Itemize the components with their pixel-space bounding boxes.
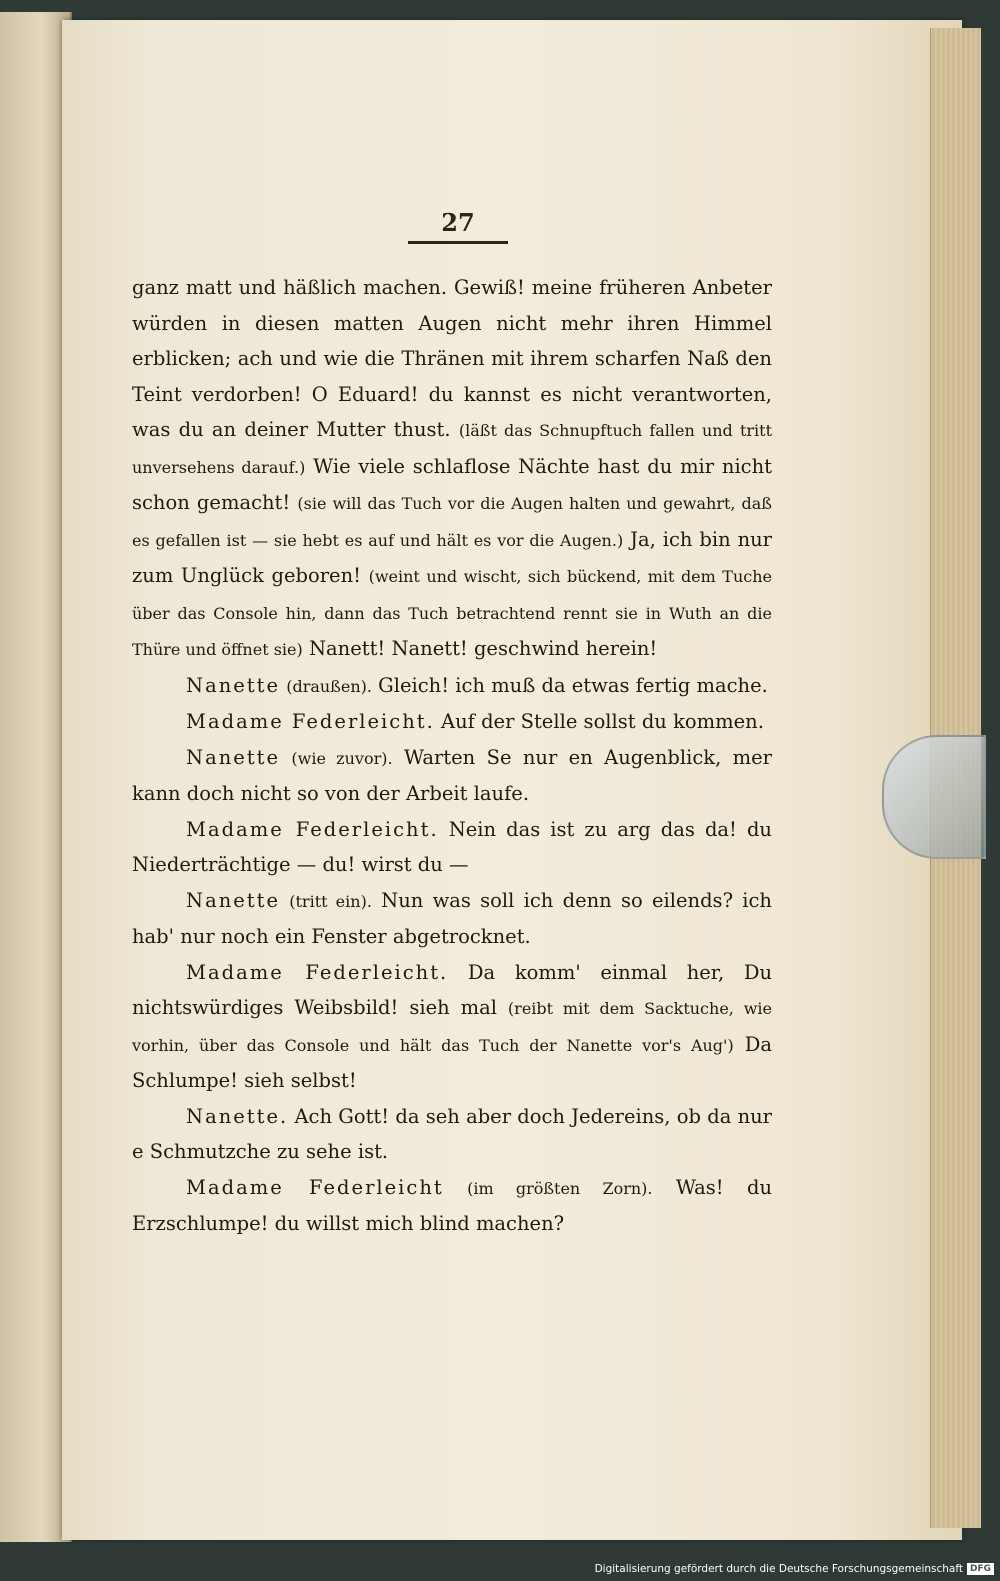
speaker-name: Madame Federleicht. — [186, 710, 435, 733]
dialogue-text: Wie viele schlaflose Nächte hast du mir nicht schon gemacht! — [132, 454, 773, 514]
stage-direction: (läßt das Schnupftuch fallen und tritt unversehens darauf.) — [132, 421, 773, 477]
paragraph — [132, 883, 772, 955]
stage-direction: (wie zuvor). — [291, 748, 393, 768]
stage-direction: (tritt ein). — [289, 891, 372, 911]
stage-direction: (weint und wischt, sich bückend, mit dem Tuche über das Console hin, dann das Tuch betrachtend rennt sie in Wuth an die Thüre und öffnet sie) — [132, 567, 772, 659]
paragraph — [132, 955, 772, 1099]
paragraph — [132, 668, 772, 705]
page-text — [132, 270, 772, 1242]
speaker-name: Madame Federleicht — [186, 1175, 444, 1199]
paragraph — [132, 270, 772, 668]
page-number-rule — [408, 241, 508, 244]
speaker-name: Madame Federleicht. — [186, 817, 439, 841]
dialogue-text: Nein das ist zu arg das da! du Niederträchtige — du! wirst du — — [132, 817, 772, 876]
paragraph — [132, 1170, 772, 1242]
page-number: 27 — [441, 208, 475, 237]
dialogue-text: Was! du Erzschlumpe! du willst mich blind machen? — [132, 1175, 772, 1235]
dialogue-text: Ach Gott! da seh aber doch Jedereins, ob da nur e Schmutzche zu sehe ist. — [132, 1104, 773, 1163]
stage-direction: (reibt mit dem Sacktuche, wie vorhin, über das Console und hält das Tuch der Nanette vor's Aug') — [132, 999, 772, 1055]
speaker-name: Nanette — [186, 673, 280, 697]
dialogue-text: Nun was soll ich denn so eilends? ich hab' nur noch ein Fenster abgetrocknet. — [132, 888, 772, 948]
dialogue-text: Nanett! Nanett! geschwind herein! — [308, 637, 658, 660]
speaker-name: Nanette — [186, 745, 280, 769]
speaker-name: Madame Federleicht. — [186, 960, 449, 984]
stage-direction: (sie will das Tuch vor die Augen halten und gewahrt, daß es gefallen ist — sie hebt es auf und hält es vor die Augen.) — [132, 494, 772, 550]
dialogue-text: Gleich! ich muß da etwas fertig mache. — [378, 673, 768, 697]
dialogue-text: Da komm' einmal her, Du nichtswürdiges Weibsbild! sieh mal — [132, 960, 773, 1019]
dialogue-text: ganz matt und häßlich machen. Gewiß! meine früheren Anbeter würden in diesen matten Augen nicht mehr ihren Himmel erblicken; ach und wie die Thränen mit ihrem scharfen Naß den Teint verdorben! O Eduard! du kannst es nicht verantworten, was du an deiner Mutter thust. — [132, 276, 772, 441]
dialogue-text: Da Schlumpe! sieh selbst! — [132, 1032, 772, 1092]
stage-direction: (im größten Zorn). — [467, 1178, 653, 1198]
page-clip — [882, 735, 986, 859]
dialogue-text: Warten Se nur en Augenblick, mer kann doch nicht so von der Arbeit laufe. — [132, 745, 773, 805]
speaker-name: Nanette — [186, 888, 280, 912]
dialogue-text: Auf der Stelle sollst du kommen. — [441, 710, 764, 733]
paragraph — [132, 704, 772, 740]
paragraph — [132, 812, 772, 883]
speaker-name: Nanette. — [186, 1104, 289, 1128]
funding-text: Digitalisierung gefördert durch die Deutsche Forschungsgemeinschaft — [594, 1563, 963, 1575]
dialogue-text: Ja, ich bin nur zum Unglück geboren! — [132, 527, 773, 587]
funding-note — [595, 1563, 994, 1575]
stage-direction: (draußen). — [286, 676, 372, 696]
paragraph — [132, 740, 772, 812]
paragraph — [132, 1099, 772, 1170]
dfg-logo: DFG — [967, 1563, 994, 1575]
